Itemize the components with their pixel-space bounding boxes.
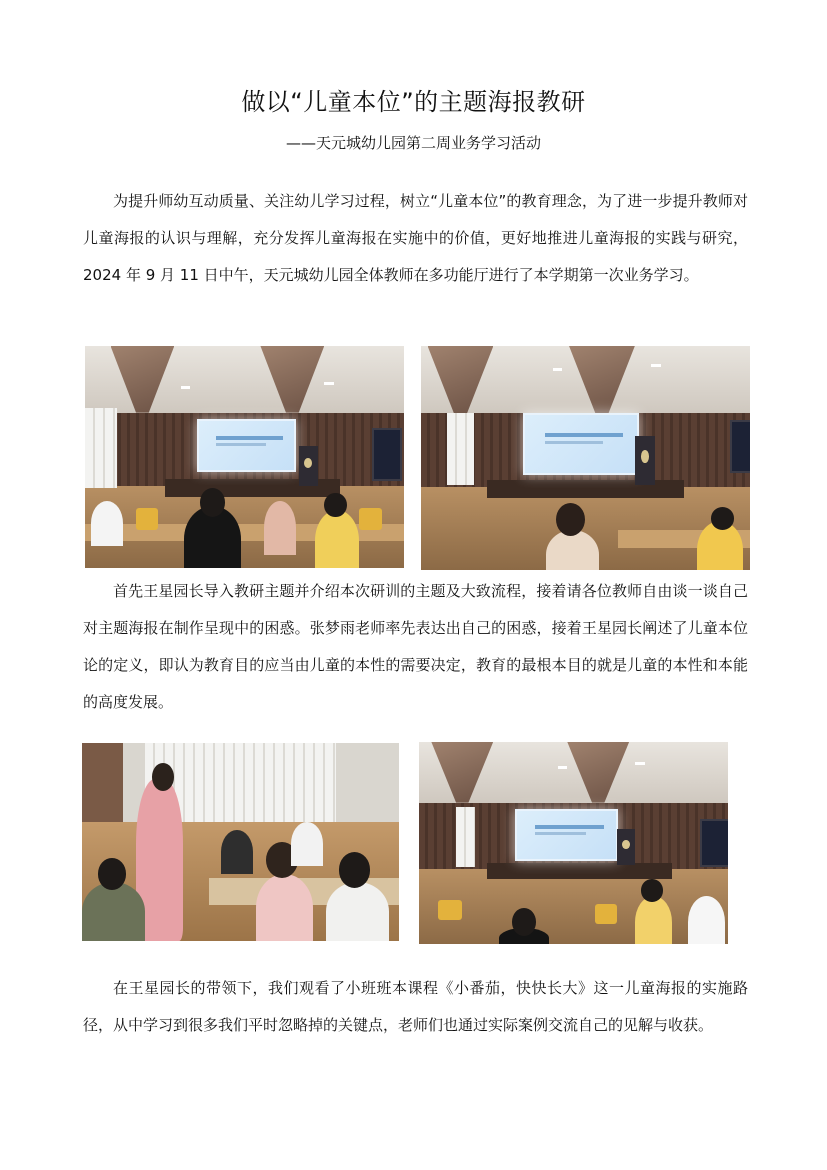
chair bbox=[136, 508, 158, 530]
window bbox=[456, 807, 475, 868]
photo-teacher-speaking bbox=[82, 743, 399, 941]
chair bbox=[359, 508, 381, 530]
teacher bbox=[326, 882, 389, 941]
teacher bbox=[291, 822, 323, 866]
projection-screen bbox=[523, 413, 639, 475]
teacher bbox=[264, 501, 296, 554]
paragraph-intro: 为提升师幼互动质量、关注幼儿学习过程，树立“儿童本位”的教育理念，为了进一步提升教师对儿童海报的认识与理解，充分发挥儿童海报在实施中的价值，更好地推进儿童海报的实践与研究，2024 年 9 月 11 日中午，天元城幼儿园全体教师在多功能厅进行了本学期第一次业务学习。 bbox=[83, 192, 748, 284]
teacher bbox=[688, 896, 725, 944]
teacher bbox=[315, 510, 360, 568]
teacher-head bbox=[512, 908, 537, 936]
teacher-head bbox=[641, 879, 663, 901]
podium bbox=[617, 829, 636, 865]
ceiling-light bbox=[558, 766, 567, 769]
teacher-head bbox=[711, 507, 734, 529]
paragraph-process: 首先王星园长导入教研主题并介绍本次研训的主题及大致流程，接着请各位教师自由谈一谈自己对主题海报在制作呈现中的困惑。张梦雨老师率先表达出自己的困惑，接着王星园长阐述了儿童本位论的定义，即认为教育目的应当由儿童的本性的需要决定，教育的最根本目的就是儿童的本性和本能的高度发展。 bbox=[83, 582, 748, 711]
teacher-head bbox=[324, 493, 346, 517]
teacher-head bbox=[98, 858, 127, 890]
teacher bbox=[82, 882, 145, 941]
floor bbox=[419, 869, 728, 944]
tv-screen bbox=[730, 420, 750, 473]
photo-hall-slide bbox=[419, 742, 728, 944]
photo-hall-left bbox=[85, 346, 404, 568]
ceiling-light bbox=[324, 382, 334, 385]
stage bbox=[487, 480, 684, 498]
ceiling-light bbox=[181, 386, 191, 389]
tv-screen bbox=[700, 819, 728, 867]
teacher-head bbox=[339, 852, 371, 888]
teacher bbox=[221, 830, 253, 874]
ceiling-light bbox=[635, 762, 644, 765]
ceiling-light bbox=[651, 364, 661, 367]
paragraph-observation: 在王星园长的带领下，我们观看了小班班本课程《小番茄，快快长大》这一儿童海报的实施路径，从中学习到很多我们平时忽略掉的关键点，老师们也通过实际案例交流自己的见解与收获。 bbox=[83, 979, 748, 1034]
document-title: 做以“儿童本位”的主题海报教研 bbox=[241, 88, 586, 116]
chair bbox=[595, 904, 617, 924]
stage bbox=[487, 863, 672, 879]
projection-screen bbox=[197, 419, 297, 472]
ceiling-light bbox=[553, 368, 563, 371]
podium bbox=[299, 446, 318, 486]
teacher bbox=[91, 501, 123, 545]
document-subtitle: ——天元城幼儿园第二周业务学习活动 bbox=[285, 134, 541, 152]
chair bbox=[438, 900, 463, 920]
photo-hall-right bbox=[421, 346, 750, 570]
projection-screen bbox=[515, 809, 618, 861]
window bbox=[447, 413, 473, 485]
window bbox=[85, 408, 117, 488]
teacher bbox=[256, 874, 313, 941]
podium bbox=[635, 436, 655, 485]
tv-screen bbox=[372, 428, 402, 481]
standing-teacher-head bbox=[152, 763, 174, 791]
teacher-head bbox=[200, 488, 226, 517]
